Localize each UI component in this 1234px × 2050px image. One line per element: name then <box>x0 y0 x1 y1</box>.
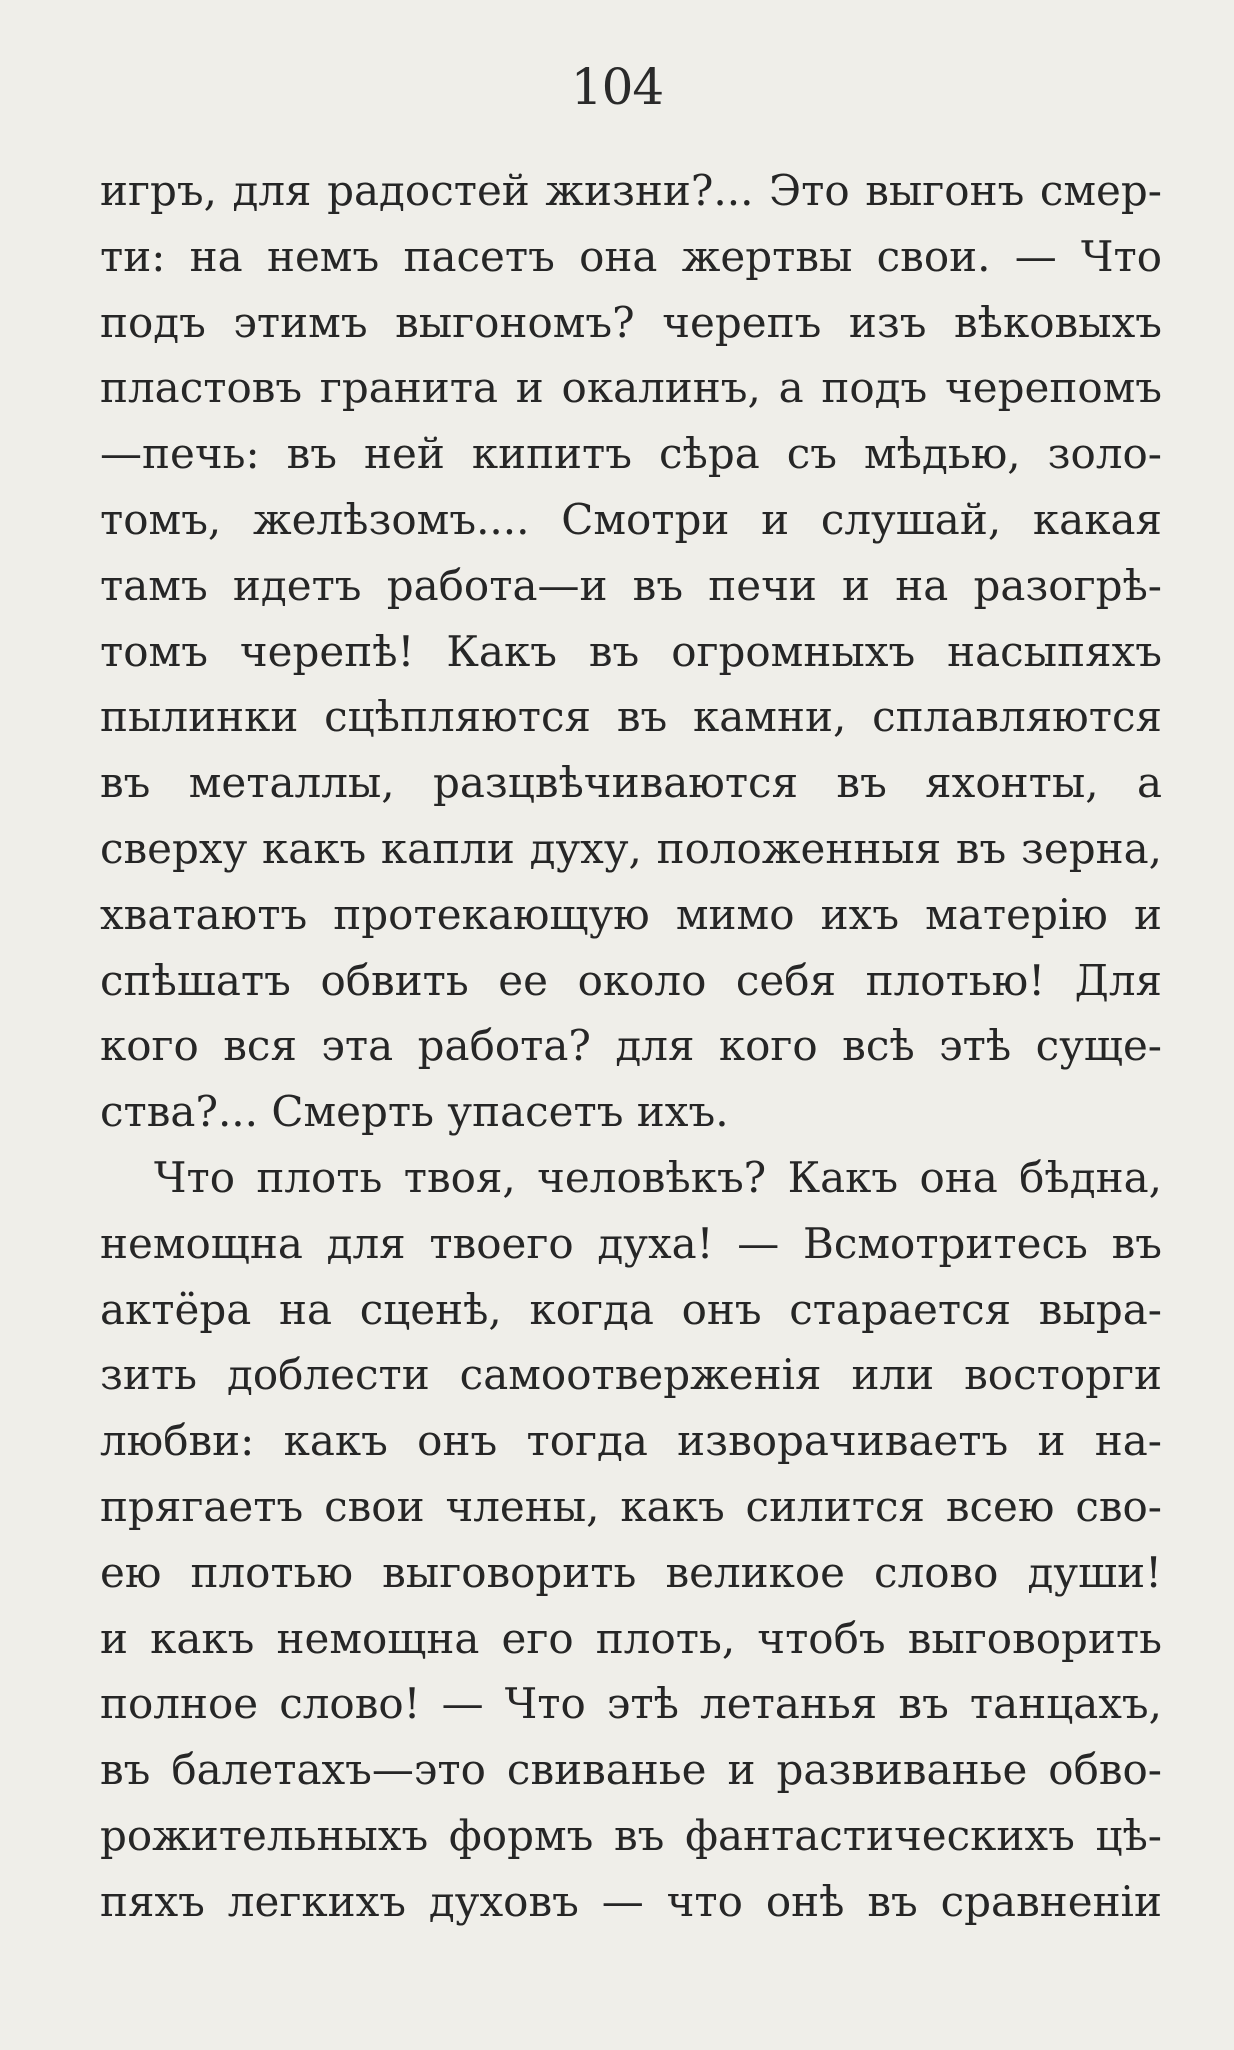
text-line: ти: на немъ пасетъ она жертвы свои. — Что <box>100 231 1162 281</box>
text-line: любви: какъ онъ тогда изворачиваетъ и на- <box>100 1416 1162 1466</box>
text-line: ею плотью выговорить великое слово души! <box>100 1547 1162 1597</box>
text-line: пяхъ легкихъ духовъ — что онѣ въ сравненiи <box>100 1876 1162 1926</box>
text-line: сверху какъ капли духу, положенныя въ зерна, <box>100 823 1162 873</box>
page-number: 104 <box>570 58 664 116</box>
text-line: и какъ немощна его плоть, чтобъ выговорить <box>100 1613 1162 1663</box>
paragraph-1 <box>100 158 1162 1145</box>
text-line: Что плоть твоя, человѣкъ? Какъ она бѣдна, <box>154 1152 1162 1202</box>
text-line: томъ черепѣ! Какъ въ огромныхъ насыпяхъ <box>100 626 1162 676</box>
text-line: томъ, желѣзомъ.... Смотри и слушай, какая <box>100 494 1162 544</box>
text-line: въ металлы, разцвѣчиваются въ яхонты, а <box>100 758 1162 808</box>
text-line: пластовъ гранита и окалинъ, а подъ черепомъ <box>100 363 1162 413</box>
text-line: прягаетъ свои члены, какъ силится всею сво- <box>100 1481 1162 1531</box>
text-line: игръ, для радостей жизни?... Это выгонъ смер- <box>100 166 1162 215</box>
text-line: —печь: въ ней кипитъ сѣра съ мѣдью, золо- <box>100 429 1162 479</box>
text-line: въ балетахъ—это свиванье и развиванье обво- <box>100 1745 1162 1795</box>
text-line: ства?... Смерть упасетъ ихъ. <box>100 1087 729 1137</box>
text-line: тамъ идетъ работа—и въ печи и на разогрѣ- <box>100 560 1162 610</box>
page-text <box>100 158 1162 1935</box>
text-line: пылинки сцѣпляются въ камни, сплавляются <box>100 692 1162 742</box>
paragraph-2 <box>100 1145 1162 1935</box>
text-line: рожительныхъ формъ въ фантастическихъ цѣ- <box>100 1810 1162 1860</box>
text-line: актёра на сценѣ, когда онъ старается выра- <box>100 1284 1162 1334</box>
text-line: немощна для твоего духа! — Всмотритесь въ <box>100 1218 1162 1268</box>
text-line: зить доблести самоотверженiя или восторги <box>100 1350 1162 1400</box>
text-line: хватаютъ протекающую мимо ихъ матерiю и <box>100 889 1162 939</box>
text-line: спѣшатъ обвить ее около себя плотью! Для <box>100 955 1162 1005</box>
text-line: подъ этимъ выгономъ? черепъ изъ вѣковыхъ <box>100 297 1162 347</box>
text-line: кого вся эта работа? для кого всѣ этѣ суще- <box>100 1021 1162 1071</box>
text-line: полное слово! — Что этѣ летанья въ танцахъ, <box>100 1679 1162 1729</box>
